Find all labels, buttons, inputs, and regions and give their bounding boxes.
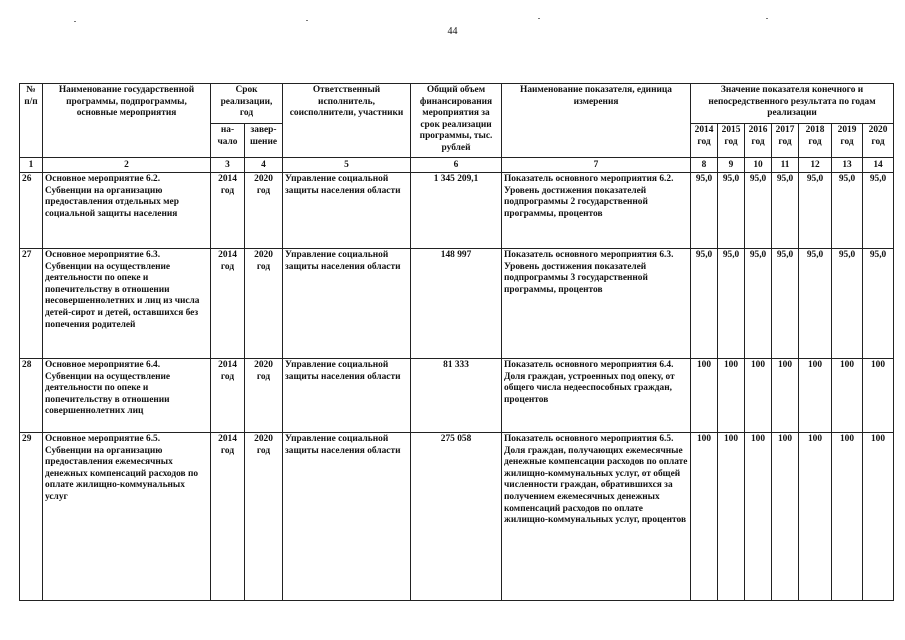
table-row xyxy=(20,433,894,601)
term-start: 2014 год xyxy=(211,359,245,433)
table-row xyxy=(20,249,894,359)
value-2016: 100 xyxy=(745,359,772,433)
header-term: Срок реализации, год xyxy=(211,84,283,124)
value-2016: 100 xyxy=(745,433,772,601)
term-end: 2020 год xyxy=(245,249,283,359)
term-start: 2014 год xyxy=(211,249,245,359)
value-2015: 95,0 xyxy=(718,173,745,249)
funding-volume: 275 058 xyxy=(411,433,502,601)
term-start: 2014 год xyxy=(211,433,245,601)
value-2016: 95,0 xyxy=(745,249,772,359)
value-2017: 95,0 xyxy=(772,249,799,359)
page-number: 44 xyxy=(447,26,458,37)
value-2018: 95,0 xyxy=(799,173,832,249)
row-number: 27 xyxy=(20,249,43,359)
value-2014: 100 xyxy=(691,359,718,433)
row-number: 28 xyxy=(20,359,43,433)
header-values: Значение показателя конечного и непосредственного результата по годам реализации xyxy=(691,84,894,124)
value-2014: 95,0 xyxy=(691,249,718,359)
indicator-name: Показатель основного мероприятия 6.5. Доля граждан, получающих ежемесячные денежные компенсации расходов по оплате жилищно-коммунальных услуг, от общей численности граждан, обратившихся за получением ежемесячных денежных компенсаций расходов по оплате жилищно-коммунальных услуг, процентов xyxy=(502,433,691,601)
column-number: 4 xyxy=(245,158,283,173)
measure-name: Основное мероприятие 6.4. Субвенции на осуществление деятельности по опеке и попечительству в отношении совершеннолетних лиц xyxy=(43,359,211,433)
header-year-2020: 2020 год xyxy=(863,124,894,158)
value-2020: 100 xyxy=(863,359,894,433)
responsible-executor: Управление социальной защиты населения области xyxy=(283,173,411,249)
value-2019: 95,0 xyxy=(832,173,863,249)
header-year-2019: 2019 год xyxy=(832,124,863,158)
value-2018: 100 xyxy=(799,359,832,433)
header-year-2015: 2015 год xyxy=(718,124,745,158)
column-number: 9 xyxy=(718,158,745,173)
indicator-name: Показатель основного мероприятия 6.3. Уровень достижения показателей подпрограммы 3 государственной программы, процентов xyxy=(502,249,691,359)
column-number: 12 xyxy=(799,158,832,173)
value-2020: 95,0 xyxy=(863,173,894,249)
value-2020: 100 xyxy=(863,433,894,601)
column-number: 6 xyxy=(411,158,502,173)
scan-speck xyxy=(306,20,308,21)
value-2018: 95,0 xyxy=(799,249,832,359)
measure-name: Основное мероприятие 6.2. Субвенции на организацию предоставления отдельных мер социальной защиты населения xyxy=(43,173,211,249)
indicator-name: Показатель основного мероприятия 6.2. Уровень достижения показателей подпрограммы 2 государственной программы, процентов xyxy=(502,173,691,249)
value-2018: 100 xyxy=(799,433,832,601)
header-year-2014: 2014 год xyxy=(691,124,718,158)
indicator-name: Показатель основного мероприятия 6.4. Доля граждан, устроенных под опеку, от общего числа недееспособных граждан, процентов xyxy=(502,359,691,433)
header-indicator: Наименование показателя, единица измерения xyxy=(502,84,691,158)
scan-speck xyxy=(766,18,768,19)
value-2019: 100 xyxy=(832,359,863,433)
header-responsible: Ответственный исполнитель, соисполнители, участники xyxy=(283,84,411,158)
header-year-2016: 2016 год xyxy=(745,124,772,158)
row-number: 29 xyxy=(20,433,43,601)
funding-volume: 81 333 xyxy=(411,359,502,433)
value-2019: 100 xyxy=(832,433,863,601)
column-number: 11 xyxy=(772,158,799,173)
funding-volume: 1 345 209,1 xyxy=(411,173,502,249)
value-2015: 95,0 xyxy=(718,249,745,359)
header-term-start: на- чало xyxy=(211,124,245,158)
term-start: 2014 год xyxy=(211,173,245,249)
header-no: № п/п xyxy=(20,84,43,158)
header-year-2017: 2017 год xyxy=(772,124,799,158)
responsible-executor: Управление социальной защиты населения области xyxy=(283,433,411,601)
value-2019: 95,0 xyxy=(832,249,863,359)
column-number: 2 xyxy=(43,158,211,173)
column-number: 8 xyxy=(691,158,718,173)
header-name: Наименование государственной программы, подпрограммы, основные мероприятия xyxy=(43,84,211,158)
value-2017: 95,0 xyxy=(772,173,799,249)
funding-volume: 148 997 xyxy=(411,249,502,359)
column-number: 14 xyxy=(863,158,894,173)
header-term-end: завер- шение xyxy=(245,124,283,158)
value-2014: 95,0 xyxy=(691,173,718,249)
table-row xyxy=(20,173,894,249)
value-2016: 95,0 xyxy=(745,173,772,249)
term-end: 2020 год xyxy=(245,433,283,601)
responsible-executor: Управление социальной защиты населения области xyxy=(283,359,411,433)
term-end: 2020 год xyxy=(245,359,283,433)
value-2017: 100 xyxy=(772,359,799,433)
value-2015: 100 xyxy=(718,359,745,433)
measure-name: Основное мероприятие 6.5. Субвенции на организацию предоставления ежемесячных денежных компенсаций расходов по оплате жилищно-коммунальных услуг xyxy=(43,433,211,601)
column-number: 1 xyxy=(20,158,43,173)
measure-name: Основное мероприятие 6.3. Субвенции на осуществление деятельности по опеке и попечительству в отношении несовершеннолетних и лиц из числа детей-сирот и детей, оставшихся без попечения родителей xyxy=(43,249,211,359)
row-number: 26 xyxy=(20,173,43,249)
column-number: 5 xyxy=(283,158,411,173)
column-number: 3 xyxy=(211,158,245,173)
column-number: 7 xyxy=(502,158,691,173)
value-2015: 100 xyxy=(718,433,745,601)
scan-speck xyxy=(538,18,540,19)
program-table xyxy=(19,83,894,601)
column-number: 13 xyxy=(832,158,863,173)
term-end: 2020 год xyxy=(245,173,283,249)
responsible-executor: Управление социальной защиты населения области xyxy=(283,249,411,359)
scan-speck xyxy=(74,21,76,22)
value-2014: 100 xyxy=(691,433,718,601)
value-2017: 100 xyxy=(772,433,799,601)
header-year-2018: 2018 год xyxy=(799,124,832,158)
table-row xyxy=(20,359,894,433)
column-number: 10 xyxy=(745,158,772,173)
value-2020: 95,0 xyxy=(863,249,894,359)
header-volume: Общий объем финансирования мероприятия за срок реализации программы, тыс. рублей xyxy=(411,84,502,158)
column-number-row xyxy=(20,158,894,173)
